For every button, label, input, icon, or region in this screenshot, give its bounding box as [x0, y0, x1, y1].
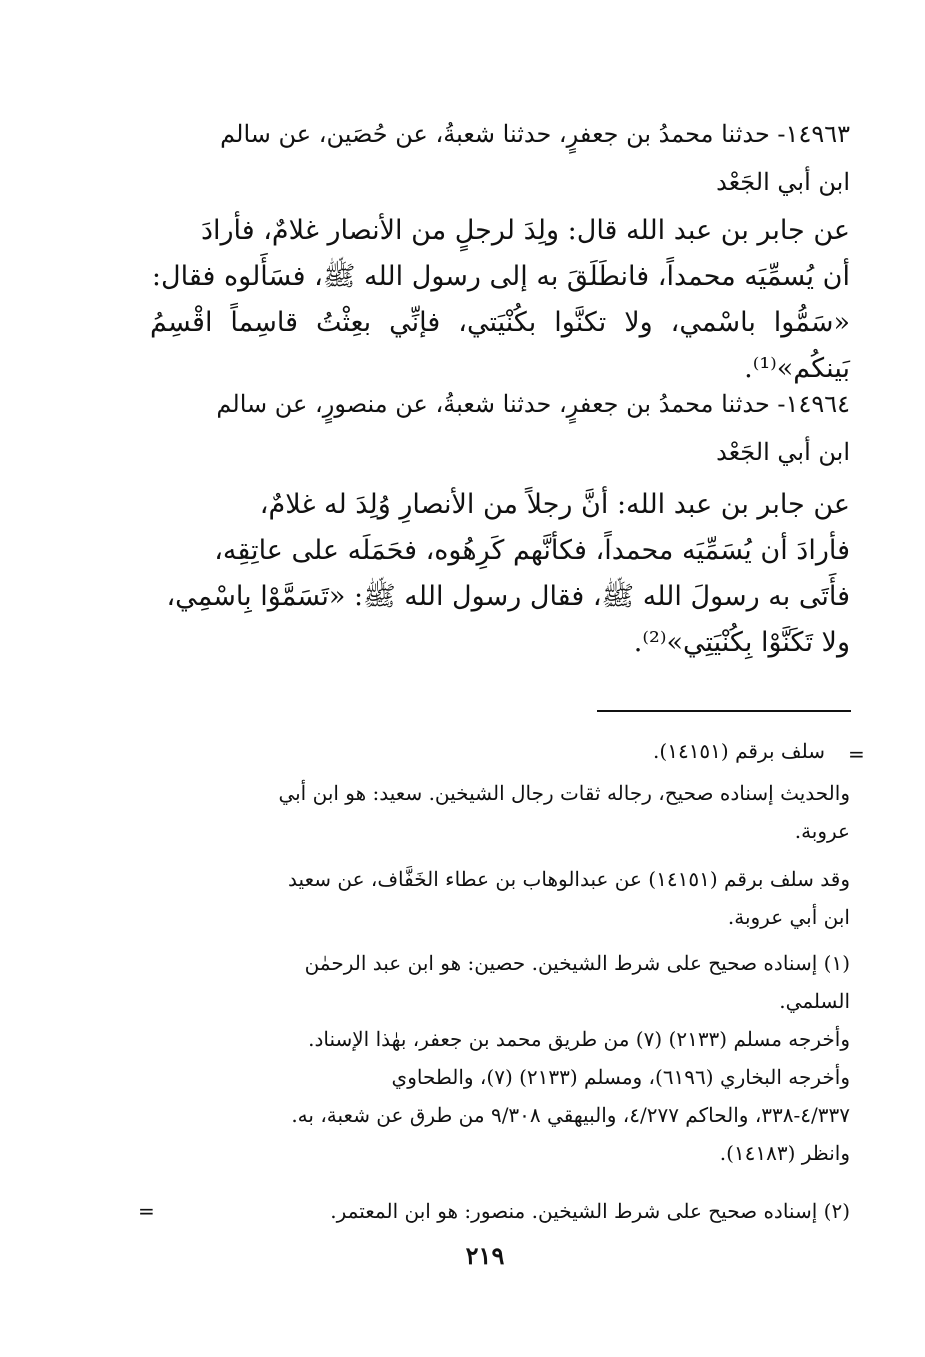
- footnote-cont-line: سلف برقم (١٤١٥١).: [653, 739, 825, 763]
- footnote-para-1: [150, 774, 850, 850]
- footnote-1: [150, 944, 850, 1172]
- footnote-continuation: [150, 732, 825, 770]
- hadith-14964-isnad-line-1: ١٤٩٦٤- حدثنا محمدُ بن جعفرٍ، حدثنا شعبةُ، عن منصورٍ، عن سالم: [216, 390, 850, 418]
- footnote-1-line-1: (١) إسناده صحيح على شرط الشيخين. حصين: هو ابن عبد الرحمٰن: [304, 951, 850, 975]
- footnote-1-line-6: وانظر (١٤١٨٣).: [719, 1141, 850, 1165]
- footnote-1-line-4: وأخرجه البخاري (٦١٩٦)، ومسلم (٢١٣٣) (٧)، والطحاوي: [391, 1065, 850, 1089]
- hadith-14964-matn: [150, 482, 850, 666]
- footnote-para-2-line-1: وقد سلف برقم (١٤١٥١) عن عبدالوهاب بن عطاء الخَفَّاف، عن سعيد: [288, 867, 850, 891]
- footnote-1-line-5: ٤/٣٣٧-٣٣٨، والحاكم ٤/٢٧٧، والبيهقي ٩/٣٠٨ من طرق عن شعبة، به.: [291, 1103, 850, 1127]
- footnote-para-2-line-2: ابن أبي عروبة.: [727, 905, 850, 929]
- footnote-continuation-mark-bottom: =: [138, 1199, 155, 1223]
- footnote-2-line-1: (٢) إسناده صحيح على شرط الشيخين. منصور: هو ابن المعتمر.: [330, 1199, 850, 1223]
- hadith-14964-matn-line-3: فأَتَى به رسولَ الله ﷺ، فقال رسول الله ﷺ: «تَسَمَّوْا بِاسْمِي،: [166, 581, 850, 612]
- hadith-14963-isnad-line-1: ١٤٩٦٣- حدثنا محمدُ بن جعفرٍ، حدثنا شعبةُ، عن حُصَين، عن سالم: [220, 120, 850, 148]
- hadith-14963-matn-line-1: عن جابر بن عبد الله قال: ولِدَ لرجلٍ من الأنصار غلامٌ، فأرادَ: [200, 215, 850, 246]
- footnote-2: [210, 1192, 850, 1230]
- hadith-14963-isnad: [150, 110, 850, 206]
- footnote-1-line-2: السلمي.: [779, 989, 850, 1013]
- footnote-para-2: [150, 860, 850, 936]
- footnote-continuation-mark-top: =: [848, 742, 865, 766]
- footnote-para-1-line-2: عروبة.: [794, 819, 850, 843]
- hadith-14964-isnad: [150, 380, 850, 476]
- hadith-14964-matn-line-2: فأرادَ أن يُسَمِّيَه محمداً، فكأنَّهم كَرِهُوه، فحَمَلَه على عاتِقِه،: [214, 535, 850, 566]
- footnote-1-line-3: وأخرجه مسلم (٢١٣٣) (٧) من طريق محمد بن جعفر، بهٰذا الإسناد.: [308, 1027, 850, 1051]
- hadith-14964-matn-line-4: ولا تَكَنَّوْا بِكُنْيَتِي»⁽²⁾.: [633, 627, 850, 658]
- hadith-14964-isnad-line-2: ابن أبي الجَعْد: [716, 438, 850, 466]
- footnote-separator: [597, 710, 851, 712]
- hadith-14963-matn-line-3: «سَمُّوا باسْمي، ولا تكنَّوا بكُنْيَتي، فإنِّي بعِثْتُ قاسِماً اقْسِمُ بَينكُم»⁽¹⁾.: [150, 307, 850, 384]
- hadith-14963-isnad-line-2: ابن أبي الجَعْد: [716, 168, 850, 196]
- page-number: ٢١٩: [465, 1241, 505, 1270]
- hadith-14963-matn: [150, 208, 850, 392]
- footnote-para-1-line-1: والحديث إسناده صحيح، رجاله ثقات رجال الشيخين. سعيد: هو ابن أبي: [278, 781, 850, 805]
- hadith-14964-matn-line-1: عن جابر بن عبد الله: أنَّ رجلاً من الأنصارِ وُلِدَ له غلامٌ،: [259, 489, 850, 520]
- hadith-14963-matn-line-2: أن يُسمِّيَه محمداً، فانطَلَقَ به إلى رسول الله ﷺ، فسَأَلوه فقال:: [151, 261, 850, 292]
